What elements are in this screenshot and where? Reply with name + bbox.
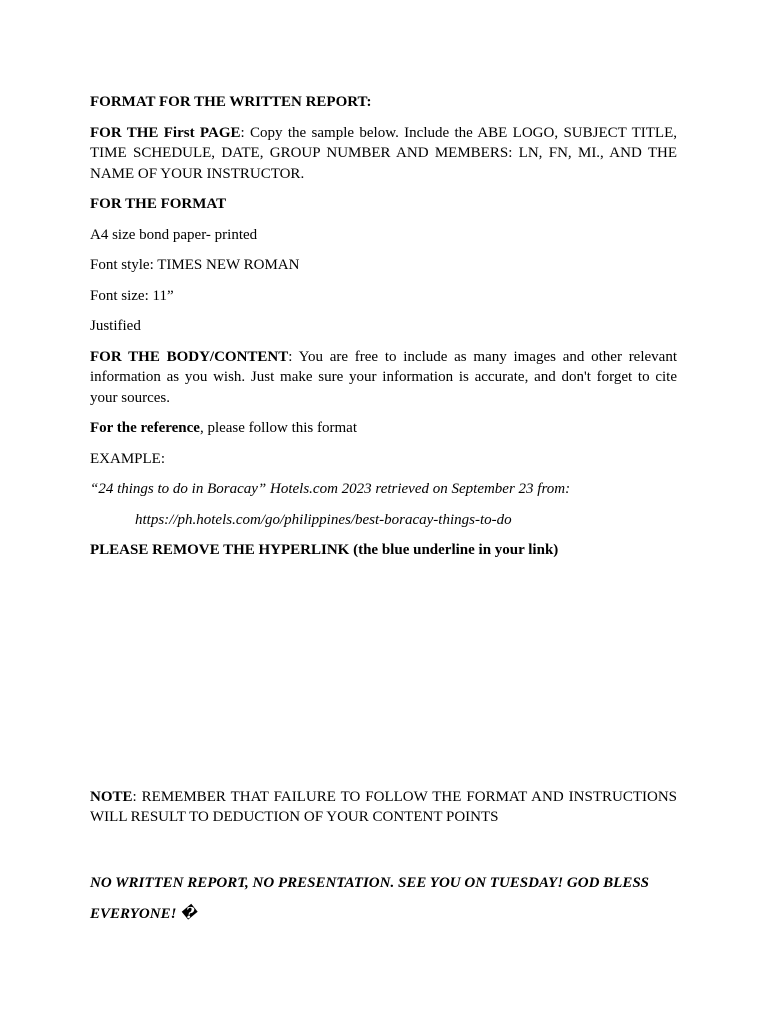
note-label: NOTE [90, 788, 133, 805]
example-label: EXAMPLE: [90, 450, 165, 467]
document-heading: FORMAT FOR THE WRITTEN REPORT: [90, 94, 372, 110]
body-content-label: FOR THE BODY/CONTENT [90, 348, 289, 365]
body-content-paragraph [90, 347, 677, 409]
blank-space [90, 571, 677, 787]
note-paragraph [90, 787, 677, 828]
example-url: https://ph.hotels.com/go/philippines/best-boracay-things-to-do [135, 511, 512, 528]
format-item-paper: A4 size bond paper- printed [90, 226, 258, 243]
first-page-label: FOR THE First PAGE [90, 124, 241, 141]
reference-text: , please follow this format [199, 420, 357, 436]
blank-space-2 [90, 838, 677, 868]
format-item-alignment: Justified [90, 318, 141, 334]
closing-message: NO WRITTEN REPORT, NO PRESENTATION. SEE YOU ON TUESDAY! GOD BLESS EVERYONE! � [90, 874, 650, 922]
document-page [90, 92, 677, 930]
format-item-font-size: Font size: 11” [90, 287, 174, 304]
note-text: : REMEMBER THAT FAILURE TO FOLLOW THE FORMAT AND INSTRUCTIONS WILL RESULT TO DEDUCTION OF YOUR CONTENT POINTS [90, 788, 677, 825]
hyperlink-note: PLEASE REMOVE THE HYPERLINK (the blue underline in your link) [90, 542, 559, 558]
format-item-font-style: Font style: TIMES NEW ROMAN [90, 257, 300, 273]
body-content-text: : You are free to include as many images and other relevant information as you wish. Just make sure your information is accurate, and don't forget to cite your sources. [90, 348, 677, 406]
format-heading: FOR THE FORMAT [90, 196, 227, 212]
example-citation: “24 things to do in Boracay” Hotels.com 2023 retrieved on September 23 from: [90, 481, 571, 497]
reference-paragraph [90, 418, 677, 439]
first-page-paragraph [90, 123, 677, 185]
reference-label: For the reference [90, 420, 200, 436]
first-page-text: : Copy the sample below. Include the ABE LOGO, SUBJECT TITLE, TIME SCHEDULE, DATE, GROUP NUMBER AND MEMBERS: LN, FN, MI., AND THE NAME OF YOUR INSTRUCTOR. [90, 124, 677, 182]
